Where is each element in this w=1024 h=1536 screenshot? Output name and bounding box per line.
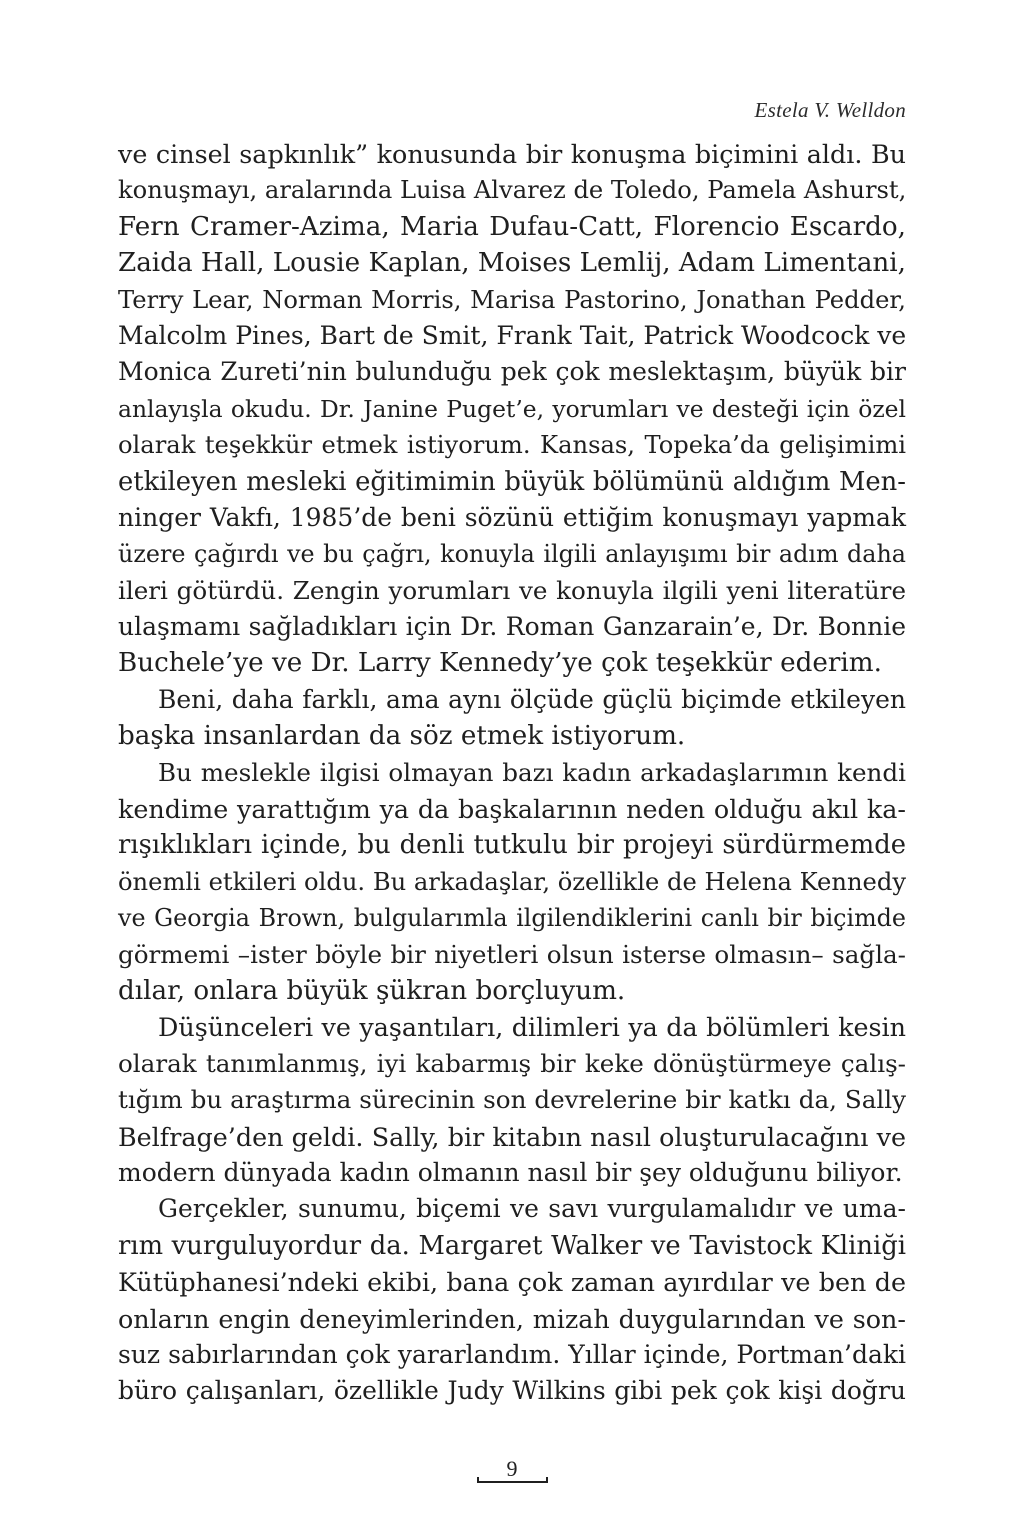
text-line: Belfrage’den geldi. Sally, bir kitabın nasıl oluşturulacağını ve — [118, 1121, 906, 1152]
text-line: olarak teşekkür etmek istiyorum. Kansas, Topeka’da gelişimimi — [118, 431, 906, 460]
text-line: Gerçekler, sunumu, biçemi ve savı vurgulamalıdır ve uma- — [158, 1194, 906, 1224]
text-line: suz sabırlarından çok yararlandım. Yıllar içinde, Portman’daki — [118, 1339, 906, 1369]
text-line: başka insanlardan da söz etmek istiyorum. — [118, 721, 686, 752]
text-line: konuşmayı, aralarında Luisa Alvarez de Toledo, Pamela Ashurst, — [118, 176, 907, 205]
text-line: ve cinsel sapkınlık” konusunda bir konuşma biçimini aldı. Bu — [118, 139, 906, 169]
text-line: ulaşmamı sağladıkları için Dr. Roman Ganzarain’e, Dr. Bonnie — [118, 612, 906, 642]
text-line: büro çalışanları, özellikle Judy Wilkins gibi pek çok kişi doğru — [118, 1376, 906, 1406]
text-line: Düşünceleri ve yaşantıları, dilimleri ya da bölümleri kesin — [158, 1012, 906, 1043]
text-line: Kütüphanesi’ndeki ekibi, bana çok zaman ayırdılar ve ben de — [118, 1267, 906, 1298]
text-line: onların engin deneyimlerinden, mizah duygularından ve son- — [118, 1303, 906, 1334]
text-line: görmemi –ister böyle bir niyetleri olsun isterse olmasın– sağla- — [118, 939, 906, 969]
body-text — [118, 136, 906, 1410]
page-number: 9 — [506, 1456, 518, 1481]
text-line: kendime yarattığım ya da başkalarının neden olduğu akıl ka- — [118, 794, 906, 825]
text-line: ninger Vakfı, 1985’de beni sözünü ettiğim konuşmayı yapmak — [118, 502, 906, 532]
text-line: rışıklıkları içinde, bu denli tutkulu bir projeyi sürdürmemde — [118, 830, 906, 861]
text-line: ileri götürdü. Zengin yorumları ve konuyla ilgili yeni literatüre — [118, 575, 906, 605]
text-line: olarak tanımlanmış, iyi kabarmış bir keke dönüştürmeye çalış- — [118, 1048, 906, 1078]
folio-rule — [477, 1481, 548, 1483]
text-line: tığım bu araştırma sürecinin son devrelerine bir katkı da, Sally — [118, 1085, 906, 1115]
text-line: modern dünyada kadın olmanın nasıl bir şey olduğunu biliyor. — [118, 1157, 903, 1187]
page-footer — [0, 1455, 1024, 1483]
text-line: Terry Lear, Norman Morris, Marisa Pastorino, Jonathan Pedder, — [118, 285, 906, 314]
text-line: Fern Cramer-Azima, Maria Dufau-Catt, Florencio Escardo, — [118, 211, 906, 242]
text-line: rım vurguluyordur da. Margaret Walker ve Tavistock Kliniği — [118, 1230, 906, 1261]
text-line: Bu meslekle ilgisi olmayan bazı kadın arkadaşlarımın kendi — [158, 757, 906, 787]
text-line: Monica Zureti’nin bulunduğu pek çok meslektaşım, büyük bir — [118, 357, 906, 387]
text-line: ve Georgia Brown, bulgularımla ilgilendiklerini canlı bir biçimde — [118, 904, 906, 933]
text-line: üzere çağırdı ve bu çağrı, konuyla ilgili anlayışımı bir adım daha — [118, 540, 906, 569]
text-line: anlayışla okudu. Dr. Janine Puget’e, yorumları ve desteği için özel — [118, 394, 906, 423]
text-line: Malcolm Pines, Bart de Smit, Frank Tait, Patrick Woodcock ve — [118, 320, 907, 350]
text-line: etkileyen mesleki eğitimimin büyük bölümünü aldığım Men- — [118, 466, 906, 497]
text-line: dılar, onlara büyük şükran borçluyum. — [118, 975, 626, 1006]
text-line: Zaida Hall, Lousie Kaplan, Moises Lemlij, Adam Limentani, — [118, 248, 906, 279]
text-line: önemli etkileri oldu. Bu arkadaşlar, özellikle de Helena Kennedy — [118, 867, 906, 896]
text-line: Beni, daha farklı, ama aynı ölçüde güçlü biçimde etkileyen — [158, 684, 906, 714]
running-header: Estela V. Welldon — [754, 98, 906, 122]
folio — [493, 1455, 532, 1483]
text-line: Buchele’ye ve Dr. Larry Kennedy’ye çok teşekkür ederim. — [118, 648, 882, 679]
